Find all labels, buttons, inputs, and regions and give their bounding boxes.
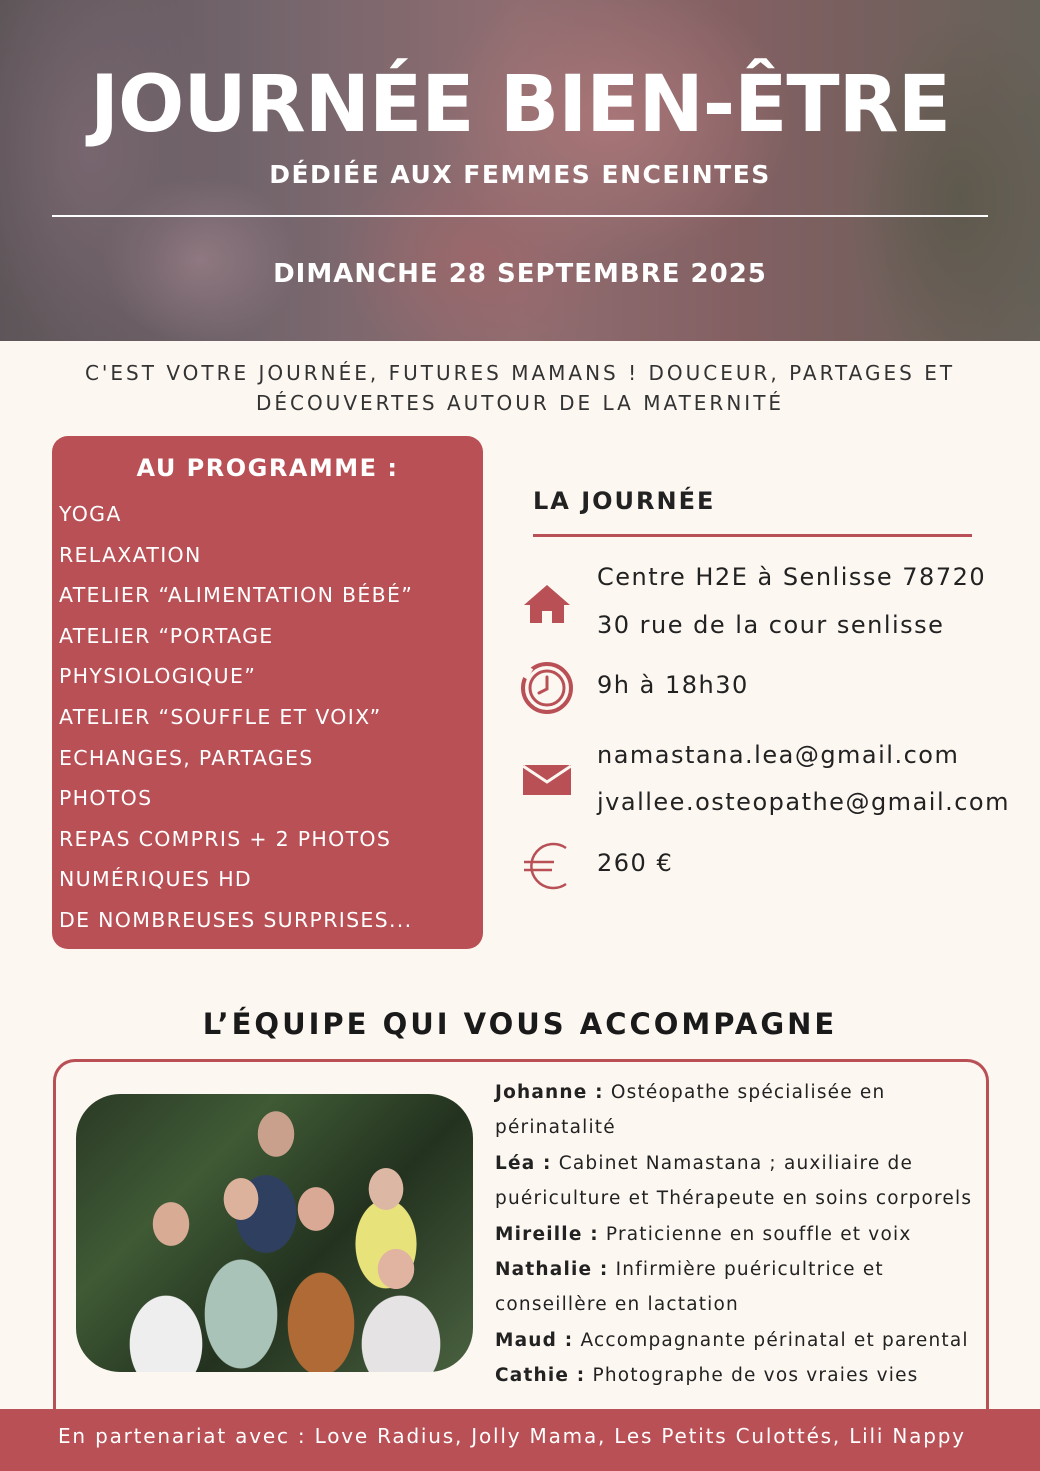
programme-list — [52, 494, 483, 941]
intro-text — [40, 358, 1000, 418]
team-title: L’ÉQUIPE QUI VOUS ACCOMPAGNE — [202, 1007, 838, 1041]
list-item: Mireille : Praticienne en souffle et voix — [495, 1223, 912, 1245]
hero-banner — [0, 0, 1040, 341]
divider — [533, 534, 972, 537]
list-item: RELAXATION — [59, 542, 202, 567]
list-item: ECHANGES, PARTAGES — [59, 745, 314, 770]
partners-text: En partenariat avec : Love Radius, Jolly Mama, Les Petits Culottés, Lili Nappy — [58, 1424, 966, 1448]
location-line-1: Centre H2E à Senlisse 78720 — [597, 563, 987, 591]
divider — [52, 215, 988, 217]
list-item: PHOTOS — [59, 786, 153, 811]
hours-text: 9h à 18h30 — [597, 671, 749, 699]
journee-title: LA JOURNÉE — [533, 487, 716, 515]
list-item: Nathalie : Infirmière puéricultrice et conseillère en lactation — [495, 1259, 884, 1316]
intro-line-2: DÉCOUVERTES AUTOUR DE LA MATERNITÉ — [255, 391, 785, 415]
programme-box — [52, 436, 483, 949]
location-line-2: 30 rue de la cour senlisse — [597, 611, 945, 639]
home-icon — [522, 583, 572, 625]
list-item: REPAS COMPRIS + 2 PHOTOS — [59, 826, 392, 851]
list-item: ATELIER “ALIMENTATION BÉBÉ” — [59, 583, 414, 608]
list-item: ATELIER “PORTAGE — [59, 623, 274, 648]
programme-title: AU PROGRAMME : — [136, 454, 399, 482]
list-item: NUMÉRIQUES HD — [59, 867, 252, 892]
list-item: Léa : Cabinet Namastana ; auxiliaire de puériculture et Thérapeute en soins corporels — [495, 1152, 973, 1210]
email-link[interactable]: namastana.lea@gmail.com — [597, 741, 960, 769]
team-photo — [76, 1094, 473, 1372]
email-link[interactable]: jvallee.osteopathe@gmail.com — [597, 788, 1010, 816]
list-item: Cathie : Photographe de vos vraies vies — [495, 1365, 919, 1387]
list-item: Johanne : Ostéopathe spécialisée en périnatalité — [495, 1082, 886, 1139]
euro-icon — [520, 838, 574, 894]
list-item: Maud : Accompagnante périnatal et parental — [495, 1329, 969, 1351]
page-subtitle: DÉDIÉE AUX FEMMES ENCEINTES — [269, 160, 771, 189]
event-date: DIMANCHE 28 SEPTEMBRE 2025 — [273, 259, 767, 289]
mail-icon — [522, 764, 572, 796]
list-item: ATELIER “SOUFFLE ET VOIX” — [59, 704, 382, 729]
price-text: 260 € — [597, 849, 674, 877]
footer-bar — [0, 1409, 1040, 1471]
clock-icon — [519, 660, 575, 716]
page-title: JOURNÉE BIEN-ÊTRE — [90, 60, 950, 150]
list-item: DE NOMBREUSES SURPRISES... — [59, 907, 413, 932]
team-list — [495, 1075, 975, 1394]
intro-line-1: C'EST VOTRE JOURNÉE, FUTURES MAMANS ! DOUCEUR, PARTAGES ET — [84, 361, 956, 385]
list-item: PHYSIOLOGIQUE” — [59, 664, 257, 689]
list-item: YOGA — [59, 502, 122, 526]
